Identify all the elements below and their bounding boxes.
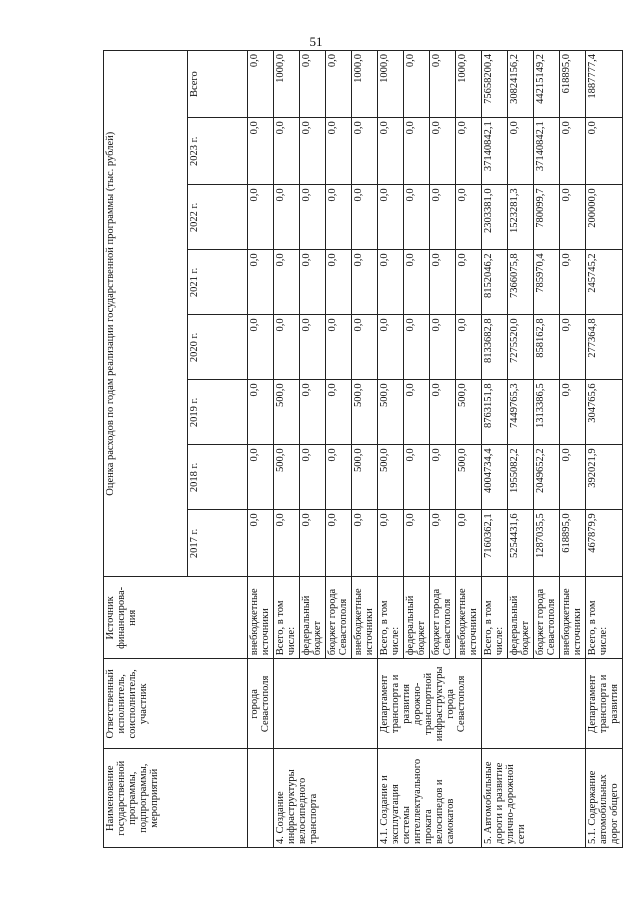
value-cell: 75658200,4 xyxy=(481,51,507,118)
value-cell: 0,0 xyxy=(248,315,274,380)
value-cell: 0,0 xyxy=(351,315,377,380)
rotated-table-container xyxy=(103,50,623,848)
table-row xyxy=(585,51,622,848)
value-cell: 500,0 xyxy=(273,380,299,445)
value-cell: 0,0 xyxy=(455,250,481,315)
value-cell: 785970,4 xyxy=(533,250,559,315)
value-cell: 0,0 xyxy=(403,51,429,118)
value-cell: 0,0 xyxy=(429,315,455,380)
value-cell: 0,0 xyxy=(325,510,351,577)
value-cell: 0,0 xyxy=(377,250,403,315)
value-cell: 1523281,3 xyxy=(507,185,533,250)
value-cell: 8152046,2 xyxy=(481,250,507,315)
funding-source: федеральный бюджет xyxy=(299,577,325,659)
value-cell: 0,0 xyxy=(299,185,325,250)
header-year: 2021 г. xyxy=(188,250,248,315)
value-cell: 500,0 xyxy=(351,445,377,510)
funding-source: бюджет города Севастополя xyxy=(429,577,455,659)
value-cell: 0,0 xyxy=(559,315,585,380)
value-cell: 304765,6 xyxy=(585,380,622,445)
header-executor: Ответственный исполнитель, соисполнитель, участник xyxy=(104,659,248,749)
value-cell: 0,0 xyxy=(429,51,455,118)
value-cell: 1313386,5 xyxy=(533,380,559,445)
table-row xyxy=(377,51,403,848)
table-row xyxy=(248,51,274,848)
value-cell: 1000,0 xyxy=(351,51,377,118)
funding-source: внебюджетные источники xyxy=(248,577,274,659)
header-source: Источник финансирова-ния xyxy=(104,577,248,659)
value-cell: 0,0 xyxy=(299,445,325,510)
program-name: 4.1. Создание и эксплуатация системы интеллектуального проката велосипедов и самокатов xyxy=(377,749,481,848)
value-cell: 500,0 xyxy=(455,380,481,445)
value-cell: 44215149,2 xyxy=(533,51,559,118)
value-cell: 200000,0 xyxy=(585,185,622,250)
program-name xyxy=(248,749,274,848)
funding-source: бюджет города Севастополя xyxy=(325,577,351,659)
value-cell: 0,0 xyxy=(248,445,274,510)
value-cell: 0,0 xyxy=(403,315,429,380)
funding-source: федеральный бюджет xyxy=(403,577,429,659)
value-cell: 1000,0 xyxy=(273,51,299,118)
value-cell: 618895,0 xyxy=(559,51,585,118)
value-cell: 0,0 xyxy=(377,185,403,250)
value-cell: 0,0 xyxy=(403,380,429,445)
value-cell: 0,0 xyxy=(377,315,403,380)
program-name: 5. Автомобильные дороги и развитие улично-дорожной сети xyxy=(481,749,585,848)
value-cell: 0,0 xyxy=(248,510,274,577)
value-cell: 0,0 xyxy=(248,250,274,315)
funding-source: бюджет города Севастополя xyxy=(533,577,559,659)
value-cell: 8763151,8 xyxy=(481,380,507,445)
value-cell: 0,0 xyxy=(325,445,351,510)
value-cell: 8133682,8 xyxy=(481,315,507,380)
page-number: 51 xyxy=(309,34,323,49)
value-cell: 0,0 xyxy=(325,185,351,250)
funding-source: внебюджетные источники xyxy=(455,577,481,659)
value-cell: 37140842,1 xyxy=(481,118,507,185)
header-year: 2019 г. xyxy=(188,380,248,445)
value-cell: 392021,9 xyxy=(585,445,622,510)
value-cell: 0,0 xyxy=(455,185,481,250)
value-cell: 0,0 xyxy=(273,185,299,250)
value-cell: 1955082,2 xyxy=(507,445,533,510)
value-cell: 0,0 xyxy=(403,445,429,510)
value-cell: 0,0 xyxy=(299,250,325,315)
program-name: 5.1. Содержание автомобильных дорог общего xyxy=(585,749,622,848)
value-cell: 0,0 xyxy=(455,510,481,577)
value-cell: 0,0 xyxy=(429,445,455,510)
value-cell: 7366075,8 xyxy=(507,250,533,315)
header-year: 2018 г. xyxy=(188,445,248,510)
responsible-executor: Департамент транспорта и развития xyxy=(585,659,622,749)
funding-source: внебюджетные источники xyxy=(559,577,585,659)
value-cell: 0,0 xyxy=(273,250,299,315)
value-cell: 0,0 xyxy=(429,118,455,185)
header-name: Наименование государственной программы, подпрограммы, мероприятий xyxy=(104,749,248,848)
value-cell: 780099,7 xyxy=(533,185,559,250)
value-cell: 0,0 xyxy=(273,118,299,185)
value-cell: 0,0 xyxy=(351,510,377,577)
value-cell: 0,0 xyxy=(325,380,351,445)
value-cell: 1287035,5 xyxy=(533,510,559,577)
value-cell: 0,0 xyxy=(299,51,325,118)
funding-source: федеральный бюджет xyxy=(507,577,533,659)
value-cell: 0,0 xyxy=(325,250,351,315)
value-cell: 4004734,4 xyxy=(481,445,507,510)
value-cell: 500,0 xyxy=(351,380,377,445)
value-cell: 277364,8 xyxy=(585,315,622,380)
value-cell: 0,0 xyxy=(455,118,481,185)
value-cell: 0,0 xyxy=(351,250,377,315)
value-cell: 0,0 xyxy=(429,250,455,315)
value-cell: 0,0 xyxy=(429,510,455,577)
header-estimate: Оценка расходов по годам реализации государственной программы (тыс. рублей) xyxy=(104,51,188,577)
responsible-executor xyxy=(273,659,377,749)
value-cell: 500,0 xyxy=(455,445,481,510)
value-cell: 0,0 xyxy=(325,315,351,380)
value-cell: 0,0 xyxy=(559,118,585,185)
value-cell: 0,0 xyxy=(507,118,533,185)
budget-table xyxy=(103,50,623,848)
value-cell: 0,0 xyxy=(377,510,403,577)
value-cell: 0,0 xyxy=(559,250,585,315)
value-cell: 7449765,3 xyxy=(507,380,533,445)
value-cell: 0,0 xyxy=(299,510,325,577)
value-cell: 0,0 xyxy=(455,315,481,380)
value-cell: 0,0 xyxy=(299,118,325,185)
table-row xyxy=(481,51,507,848)
value-cell: 0,0 xyxy=(299,380,325,445)
value-cell: 0,0 xyxy=(403,510,429,577)
value-cell: 1000,0 xyxy=(377,51,403,118)
value-cell: 0,0 xyxy=(403,118,429,185)
value-cell: 30824156,2 xyxy=(507,51,533,118)
funding-source: Всего, в том числе: xyxy=(273,577,299,659)
header-year: 2020 г. xyxy=(188,315,248,380)
funding-source: внебюджетные источники xyxy=(351,577,377,659)
responsible-executor: Департамент транспорта и развития дорожно-транспортной инфраструктуры города Севастополя xyxy=(377,659,481,749)
funding-source: Всего, в том числе: xyxy=(377,577,403,659)
value-cell: 0,0 xyxy=(351,185,377,250)
value-cell: 0,0 xyxy=(429,185,455,250)
header-year: 2017 г. xyxy=(188,510,248,577)
value-cell: 0,0 xyxy=(403,250,429,315)
value-cell: 5254431,6 xyxy=(507,510,533,577)
value-cell: 37140842,1 xyxy=(533,118,559,185)
value-cell: 0,0 xyxy=(377,118,403,185)
value-cell: 0,0 xyxy=(559,185,585,250)
value-cell: 500,0 xyxy=(377,445,403,510)
value-cell: 0,0 xyxy=(559,380,585,445)
header-year: 2023 г. xyxy=(188,118,248,185)
value-cell: 467879,9 xyxy=(585,510,622,577)
value-cell: 500,0 xyxy=(273,445,299,510)
value-cell: 0,0 xyxy=(273,315,299,380)
table-row xyxy=(273,51,299,848)
responsible-executor: города Севастополя xyxy=(248,659,274,749)
value-cell: 0,0 xyxy=(585,118,622,185)
value-cell: 0,0 xyxy=(248,185,274,250)
value-cell: 1000,0 xyxy=(455,51,481,118)
value-cell: 1887777,4 xyxy=(585,51,622,118)
value-cell: 7160362,1 xyxy=(481,510,507,577)
header-year: Всего xyxy=(188,51,248,118)
funding-source: Всего, в том числе: xyxy=(481,577,507,659)
value-cell: 0,0 xyxy=(325,51,351,118)
value-cell: 858162,8 xyxy=(533,315,559,380)
value-cell: 0,0 xyxy=(325,118,351,185)
value-cell: 0,0 xyxy=(248,380,274,445)
value-cell: 0,0 xyxy=(351,118,377,185)
value-cell: 0,0 xyxy=(273,510,299,577)
value-cell: 618895,0 xyxy=(559,510,585,577)
value-cell: 0,0 xyxy=(403,185,429,250)
value-cell: 245745,2 xyxy=(585,250,622,315)
header-year: 2022 г. xyxy=(188,185,248,250)
value-cell: 0,0 xyxy=(248,118,274,185)
program-name: 4. Создание инфраструктуры велосипедного транспорта xyxy=(273,749,377,848)
responsible-executor xyxy=(481,659,585,749)
value-cell: 0,0 xyxy=(429,380,455,445)
value-cell: 0,0 xyxy=(559,445,585,510)
value-cell: 0,0 xyxy=(248,51,274,118)
value-cell: 500,0 xyxy=(377,380,403,445)
funding-source: Всего, в том числе: xyxy=(585,577,622,659)
value-cell: 2049652,2 xyxy=(533,445,559,510)
value-cell: 2303381,0 xyxy=(481,185,507,250)
value-cell: 7275520,0 xyxy=(507,315,533,380)
value-cell: 0,0 xyxy=(299,315,325,380)
